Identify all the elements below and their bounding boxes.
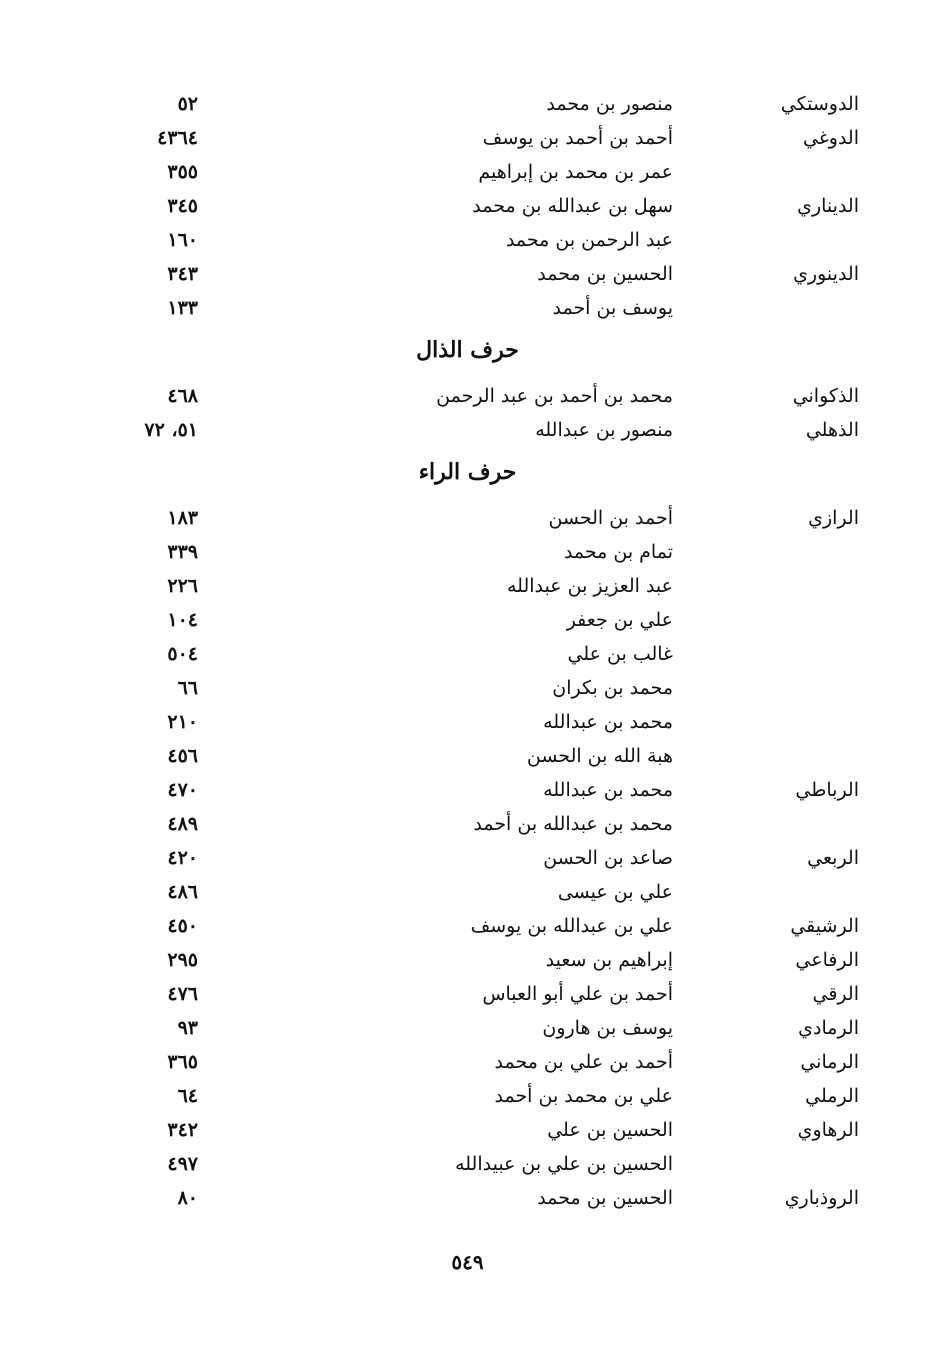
index-entry bbox=[0, 809, 935, 843]
page-number: ٥٤٩ bbox=[451, 1250, 484, 1274]
section-heading bbox=[0, 327, 935, 381]
page-references: ١٠٤ bbox=[167, 609, 198, 631]
nisba-label: الرشيقي bbox=[790, 915, 859, 937]
person-name: منصور بن محمد bbox=[546, 93, 673, 115]
page-references: ٣٦٥ bbox=[167, 1051, 198, 1073]
page-references: ٢٩٥ bbox=[167, 949, 198, 971]
person-name: أحمد بن علي أبو العباس bbox=[482, 983, 673, 1005]
nisba-label: الربعي bbox=[807, 847, 859, 869]
nisba-label: الرقي bbox=[812, 983, 859, 1005]
person-name: علي بن جعفر bbox=[566, 609, 673, 631]
nisba-label: الرمادي bbox=[798, 1017, 859, 1039]
nisba-label: الروذباري bbox=[784, 1187, 859, 1209]
person-name: يوسف بن أحمد bbox=[552, 297, 673, 319]
page-references: ٤٢٠ bbox=[167, 847, 198, 869]
page-references: ٢٢٦ bbox=[167, 575, 198, 597]
index-entry bbox=[0, 1183, 935, 1217]
page-references: ٦٦ bbox=[177, 677, 198, 699]
index-entry bbox=[0, 123, 935, 157]
page-references: ٤٨٦ bbox=[167, 881, 198, 903]
page-references: ٤٦٨ bbox=[167, 385, 198, 407]
section-heading-text: حرف الراء bbox=[418, 459, 517, 485]
nisba-label: الدينوري bbox=[793, 263, 859, 285]
page-references: ٨٠ bbox=[177, 1187, 198, 1209]
page-references: ٣٣٩ bbox=[167, 541, 198, 563]
page-references: ٥٢ bbox=[177, 93, 198, 115]
index-entry bbox=[0, 741, 935, 775]
page-references: ٣٤٣ bbox=[167, 263, 198, 285]
person-name: محمد بن عبدالله بن أحمد bbox=[473, 813, 673, 835]
person-name: يوسف بن هارون bbox=[542, 1017, 673, 1039]
page-references: ١٣٣ bbox=[167, 297, 198, 319]
page-references: ٤٩٧ bbox=[167, 1153, 198, 1175]
index-entry bbox=[0, 1081, 935, 1115]
page-references: ٤٧٠ bbox=[167, 779, 198, 801]
page-references: ٣٥٥ bbox=[167, 161, 198, 183]
nisba-label: الدوستكي bbox=[780, 93, 859, 115]
page-references: ١٦٠ bbox=[167, 229, 198, 251]
page-references: ٩٣ bbox=[177, 1017, 198, 1039]
nisba-label: الرفاعي bbox=[795, 949, 859, 971]
page-references: ٤٥٠ bbox=[167, 915, 198, 937]
person-name: الحسين بن محمد bbox=[537, 1187, 673, 1209]
section-heading-text: حرف الذال bbox=[416, 337, 519, 363]
nisba-label: الديناري bbox=[797, 195, 859, 217]
page-references: ٥١، ٧٢ bbox=[144, 419, 198, 441]
section-heading bbox=[0, 449, 935, 503]
nisba-label: الرماني bbox=[800, 1051, 859, 1073]
index-entry bbox=[0, 639, 935, 673]
nisba-label: الذهلي bbox=[805, 419, 859, 441]
person-name: محمد بن أحمد بن عبد الرحمن bbox=[436, 385, 673, 407]
index-entry bbox=[0, 1149, 935, 1183]
page-references: ٣٤٥ bbox=[167, 195, 198, 217]
index-entry bbox=[0, 945, 935, 979]
person-name: محمد بن عبدالله bbox=[543, 711, 673, 733]
index-entry bbox=[0, 293, 935, 327]
person-name: محمد بن بكران bbox=[552, 677, 673, 699]
page-references: ٤٧٦ bbox=[167, 983, 198, 1005]
index-entry bbox=[0, 605, 935, 639]
index-entry bbox=[0, 225, 935, 259]
index-entry bbox=[0, 979, 935, 1013]
nisba-label: الرهاوي bbox=[797, 1119, 859, 1141]
index-entry bbox=[0, 673, 935, 707]
person-name: عمر بن محمد بن إبراهيم bbox=[478, 161, 673, 183]
index-entry bbox=[0, 843, 935, 877]
person-name: عبد العزيز بن عبدالله bbox=[507, 575, 673, 597]
nisba-label: الرازي bbox=[808, 507, 859, 529]
person-name: الحسين بن علي بن عبيدالله bbox=[455, 1153, 673, 1175]
index-entry bbox=[0, 707, 935, 741]
person-name: الحسين بن علي bbox=[547, 1119, 673, 1141]
person-name: منصور بن عبدالله bbox=[535, 419, 673, 441]
person-name: إبراهيم بن سعيد bbox=[545, 949, 673, 971]
page-references: ٢١٠ bbox=[167, 711, 198, 733]
index-entry bbox=[0, 503, 935, 537]
person-name: محمد بن عبدالله bbox=[543, 779, 673, 801]
nisba-label: الذكواني bbox=[792, 385, 859, 407]
index-entry bbox=[0, 1115, 935, 1149]
page-references: ٤٥٦ bbox=[167, 745, 198, 767]
person-name: علي بن عيسى bbox=[557, 881, 673, 903]
person-name: هبة الله بن الحسن bbox=[526, 745, 673, 767]
index-entry bbox=[0, 415, 935, 449]
nisba-label: الرملي bbox=[805, 1085, 859, 1107]
person-name: عبد الرحمن بن محمد bbox=[505, 229, 673, 251]
person-name: تمام بن محمد bbox=[563, 541, 673, 563]
index-entry bbox=[0, 537, 935, 571]
index-entries bbox=[0, 89, 935, 1217]
nisba-label: الدوغي bbox=[803, 127, 859, 149]
nisba-label: الرباطي bbox=[795, 779, 859, 801]
person-name: أحمد بن الحسن bbox=[548, 507, 673, 529]
index-entry bbox=[0, 259, 935, 293]
index-entry bbox=[0, 911, 935, 945]
index-entry bbox=[0, 877, 935, 911]
page-references: ٦٤ bbox=[177, 1085, 198, 1107]
index-entry bbox=[0, 89, 935, 123]
page-references: ٤٣٦٤ bbox=[157, 127, 198, 149]
person-name: صاعد بن الحسن bbox=[543, 847, 673, 869]
person-name: سهل بن عبدالله بن محمد bbox=[472, 195, 673, 217]
person-name: أحمد بن علي بن محمد bbox=[494, 1051, 673, 1073]
index-entry bbox=[0, 381, 935, 415]
page-references: ٣٤٢ bbox=[167, 1119, 198, 1141]
page-references: ١٨٣ bbox=[167, 507, 198, 529]
person-name: الحسين بن محمد bbox=[537, 263, 673, 285]
index-entry bbox=[0, 571, 935, 605]
index-entry bbox=[0, 775, 935, 809]
index-entry bbox=[0, 1013, 935, 1047]
page-references: ٤٨٩ bbox=[167, 813, 198, 835]
page-references: ٥٠٤ bbox=[167, 643, 198, 665]
person-name: علي بن محمد بن أحمد bbox=[494, 1085, 673, 1107]
person-name: علي بن عبدالله بن يوسف bbox=[470, 915, 673, 937]
person-name: غالب بن علي bbox=[567, 643, 673, 665]
index-entry bbox=[0, 1047, 935, 1081]
index-entry bbox=[0, 191, 935, 225]
index-entry bbox=[0, 157, 935, 191]
person-name: أحمد بن أحمد بن يوسف bbox=[482, 127, 673, 149]
